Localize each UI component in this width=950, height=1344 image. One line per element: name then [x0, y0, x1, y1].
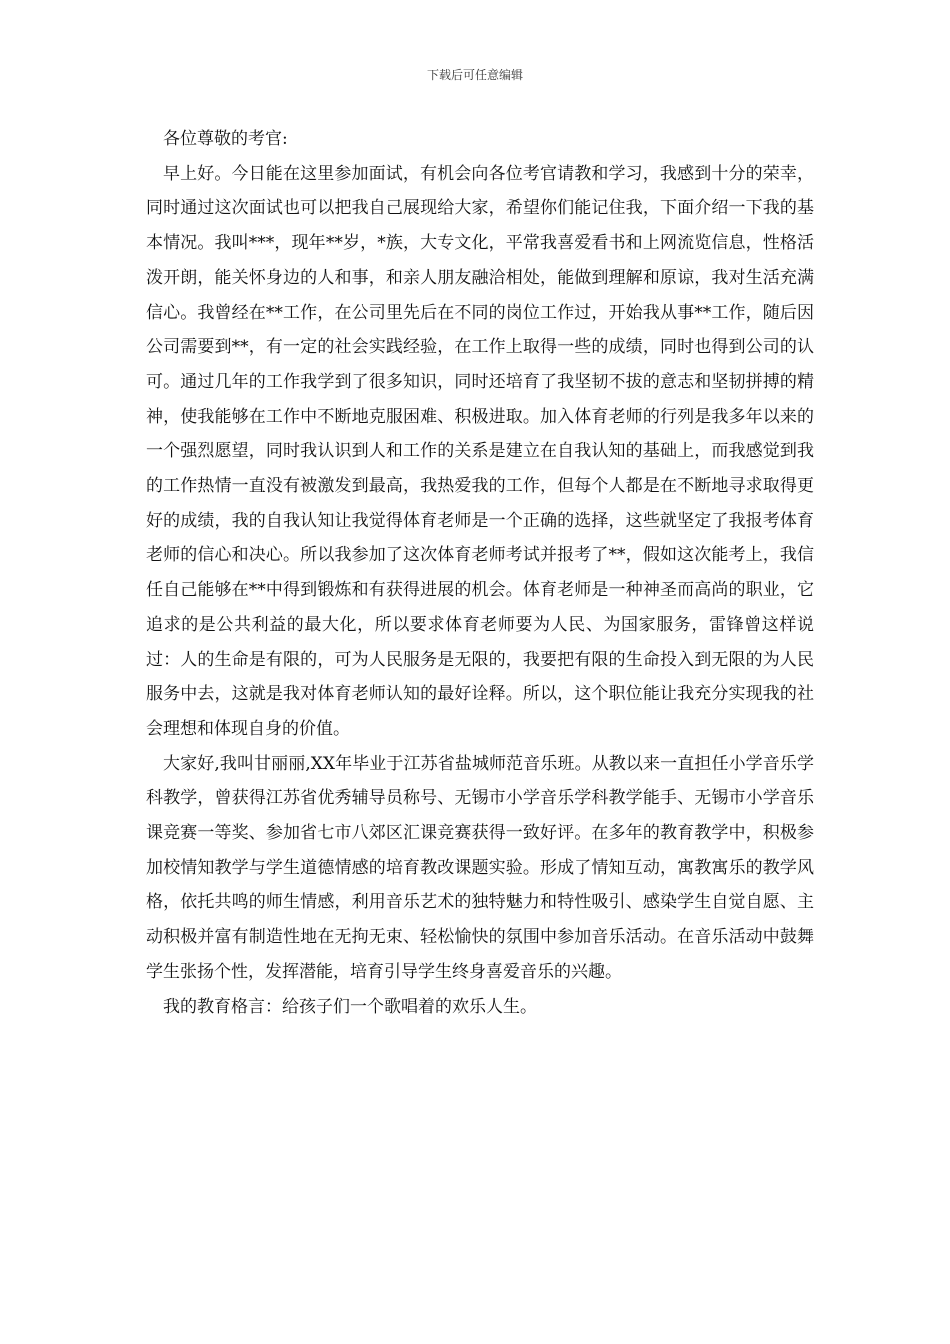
- salutation: 各位尊敬的考官:: [163, 129, 288, 149]
- page-header: 下载后可任意编辑: [426, 68, 523, 82]
- paragraph-music-teacher: 大家好,我叫甘丽丽,XX年毕业于江苏省盐城师范音乐班。从教以来一直担任小学音乐学科教学，曾获得江苏省优秀辅导员称号、无锡市小学音乐学科教学能手、无锡市小学音乐课竞赛一等奖、参加省七市八郊区汇课竞赛获得一致好评。在多年的教育教学中，积极参加校情知教学与学生道德情感的培育教改课题实验。形成了情知互动，寓教寓乐的教学风格，依托共鸣的师生情感，利用音乐艺术的独特魅力和特性吸引、感染学生自觉自愿、主动积极并富有制造性地在无拘无束、轻松愉快的氛围中参加音乐活动。在音乐活动中鼓舞学生张扬个性，发挥潜能，培育引导学生终身喜爱音乐的兴趣。: [146, 753, 814, 982]
- document-body: [146, 122, 814, 1024]
- paragraph-self-intro: 早上好。今日能在这里参加面试，有机会向各位考官请教和学习，我感到十分的荣幸，同时通过这次面试也可以把我自己展现给大家，希望你们能记住我，下面介绍一下我的基本情况。我叫***，现年**岁，*族，大专文化，平常我喜爱看书和上网流览信息，性格活泼开朗，能关怀身边的人和事，和亲人朋友融洽相处，能做到理解和原谅，我对生活充满信心。我曾经在**工作，在公司里先后在不同的岗位工作过，开始我从事**工作，随后因公司需要到**，有一定的社会实践经验，在工作上取得一些的成绩，同时也得到公司的认可。通过几年的工作我学到了很多知识，同时还培育了我坚韧不拔的意志和坚韧拼搏的精神，使我能够在工作中不断地克服困难、积极进取。加入体育老师的行列是我多年以来的一个强烈愿望，同时我认识到人和工作的关系是建立在自我认知的基础上，而我感觉到我的工作热情一直没有被激发到最高，我热爱我的工作，但每个人都是在不断地寻求取得更好的成绩，我的自我认知让我觉得体育老师是一个正确的选择，这些就坚定了我报考体育老师的信心和决心。所以我参加了这次体育老师考试并报考了**，假如这次能考上，我信任自己能够在**中得到锻炼和有获得进展的机会。体育老师是一种神圣而高尚的职业，它追求的是公共利益的最大化，所以要求体育老师要为人民、为国家服务，雷锋曾这样说过：人的生命是有限的，可为人民服务是无限的，我要把有限的生命投入到无限的为人民服务中去，这就是我对体育老师认知的最好诠释。所以，这个职位能让我充分实现我的社会理想和体现自身的价值。: [146, 163, 814, 739]
- paragraph-motto: 我的教育格言：给孩子们一个歌唱着的欢乐人生。: [163, 996, 537, 1017]
